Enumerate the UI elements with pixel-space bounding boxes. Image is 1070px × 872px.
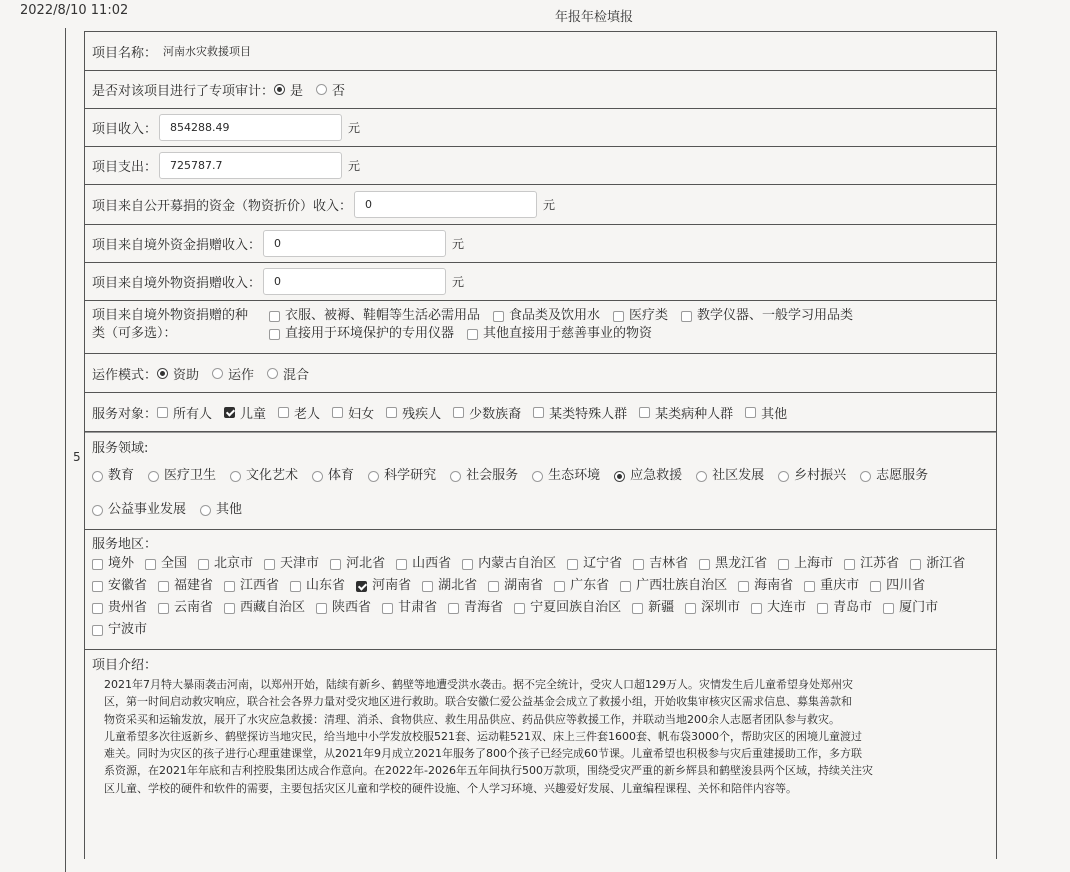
region-option[interactable]: 青岛市: [817, 597, 872, 619]
service-field-option[interactable]: 社区发展: [696, 459, 764, 493]
income-input[interactable]: 854288.49: [159, 114, 342, 141]
radio-icon[interactable]: [92, 505, 103, 516]
service-target-option[interactable]: 所有人: [157, 403, 212, 422]
region-option[interactable]: 新疆: [632, 597, 674, 619]
checkbox-icon[interactable]: [92, 625, 103, 636]
expense-label: 项目支出：: [92, 160, 158, 175]
radio-icon[interactable]: [267, 368, 278, 379]
region-option[interactable]: 江西省: [224, 575, 279, 597]
overseas-goods-label: 项目来自境外物资捐赠收入：: [92, 276, 262, 291]
checkbox-icon[interactable]: [699, 559, 710, 570]
checkbox-icon[interactable]: [269, 329, 280, 340]
checkbox-icon[interactable]: [533, 407, 544, 418]
overseas-fund-label: 项目来自境外资金捐赠收入：: [92, 238, 262, 253]
radio-icon[interactable]: [316, 84, 327, 95]
service-targets-row: [85, 392, 996, 432]
service-target-option[interactable]: 妇女: [332, 403, 374, 422]
checkbox-checked-icon[interactable]: [224, 407, 235, 418]
goods-types-label: 项目来自境外物资捐赠的种 类（可多选）：: [92, 308, 249, 341]
region-option[interactable]: 天津市: [264, 553, 319, 575]
checkbox-icon[interactable]: [198, 559, 209, 570]
operation-mode-row: [85, 353, 996, 392]
region-option[interactable]: 北京市: [198, 553, 253, 575]
checkbox-icon[interactable]: [632, 603, 643, 614]
region-option[interactable]: 内蒙古自治区: [462, 553, 556, 575]
radio-selected-icon[interactable]: [274, 84, 285, 95]
project-name-row: [85, 31, 996, 70]
intro-label: 项目介绍：: [92, 658, 158, 673]
operation-mode-option[interactable]: 运作: [212, 364, 254, 383]
checkbox-icon[interactable]: [158, 581, 169, 592]
public-fund-row: [85, 184, 996, 224]
checkbox-icon[interactable]: [883, 603, 894, 614]
project-name-label: 项目名称：: [92, 45, 158, 61]
checkbox-icon[interactable]: [92, 581, 103, 592]
service-field-option[interactable]: 应急救援: [614, 459, 682, 493]
goods-type-option[interactable]: 食品类及饮用水: [493, 307, 600, 325]
checkbox-icon[interactable]: [396, 559, 407, 570]
operation-mode-label: 运作模式：: [92, 367, 158, 383]
service-field-option[interactable]: 公益事业发展: [92, 493, 186, 527]
service-target-option[interactable]: 残疾人: [386, 403, 441, 422]
radio-icon[interactable]: [312, 471, 323, 482]
checkbox-icon[interactable]: [462, 559, 473, 570]
checkbox-icon[interactable]: [778, 559, 789, 570]
checkbox-icon[interactable]: [804, 581, 815, 592]
service-field-option[interactable]: 志愿服务: [860, 459, 928, 493]
checkbox-icon[interactable]: [554, 581, 565, 592]
income-label: 项目收入：: [92, 122, 158, 137]
service-fields-label: 服务领域:: [92, 441, 149, 456]
region-option[interactable]: 福建省: [158, 575, 213, 597]
checkbox-icon[interactable]: [514, 603, 525, 614]
region-option[interactable]: 湖北省: [422, 575, 477, 597]
checkbox-icon[interactable]: [910, 559, 921, 570]
checkbox-icon[interactable]: [620, 581, 631, 592]
radio-icon[interactable]: [860, 471, 871, 482]
region-option[interactable]: 山东省: [290, 575, 345, 597]
audit-row: [85, 70, 996, 108]
checkbox-icon[interactable]: [817, 603, 828, 614]
expense-unit: 元: [348, 159, 361, 173]
audit-option-no[interactable]: 否: [316, 80, 345, 99]
radio-icon[interactable]: [92, 471, 103, 482]
service-target-option[interactable]: 其他: [745, 403, 787, 422]
checkbox-icon[interactable]: [224, 581, 235, 592]
region-option[interactable]: 吉林省: [633, 553, 688, 575]
public-fund-label: 项目来自公开募捐的资金（物资折价）收入：: [92, 199, 353, 214]
operation-mode-option[interactable]: 混合: [267, 364, 309, 383]
intro-text: 2021年7月特大暴雨袭击河南，以郑州开始，陆续有新乡、鹤壁等地遭受洪水袭击。据不完全统计，受灾人口超129万人。灾情发生后儿童希望身处郑州灾 区，第一时间启动救灾响应，联合社会各界力量对受灾地区进行救助。联合安徽仁爱公益基金会成立了救援小组，开始收集审核灾区需求信息、募集善款和 物资采买和运输发放，展开了水灾应急救援：清理、消杀、食物供应、救生用品供应、药品供应等救援工作，并联动当地200余人志愿者团队参与救灾。 儿童希望多次往返新乡、鹤壁探访当地灾民，给当地中小学发放校服521套、运动鞋521双、床上三件套1600套、帆布袋3000个，帮助灾区的困境儿童渡过 难关。同时为灾区的孩子进行心理重建课堂，从2021年9月成立2021年服务了800个孩子已经完成60节课。儿童希望也积极参与灾后重建援助工作，多方联 系资源，在2021年年底和吉利控股集团达成合作意向。在2022年-2026年五年间执行500万款项，围绕受灾严重的新乡辉县和鹤壁浚县两个区域，持续关注灾 区儿童、学校的硬件和软件的需要，主要包括灾区儿童和学校的硬件设施、个人学习环境、兴趣爱好发展、儿童编程课程、关怀和陪伴内容等。: [104, 678, 873, 795]
checkbox-icon[interactable]: [633, 559, 644, 570]
radio-icon[interactable]: [148, 471, 159, 482]
region-option[interactable]: 广东省: [554, 575, 609, 597]
checkbox-icon[interactable]: [382, 603, 393, 614]
region-option[interactable]: 重庆市: [804, 575, 859, 597]
region-option[interactable]: 河北省: [330, 553, 385, 575]
checkbox-icon[interactable]: [157, 407, 168, 418]
service-field-option[interactable]: 科学研究: [368, 459, 436, 493]
region-option[interactable]: 青海省: [448, 597, 503, 619]
overseas-fund-row: [85, 224, 996, 262]
goods-type-option[interactable]: 直接用于环境保护的专用仪器: [269, 325, 454, 343]
checkbox-icon[interactable]: [422, 581, 433, 592]
service-fields-row: [85, 432, 996, 529]
checkbox-icon[interactable]: [751, 603, 762, 614]
region-option[interactable]: 四川省: [870, 575, 925, 597]
checkbox-icon[interactable]: [639, 407, 650, 418]
project-name-value: 河南水灾救援项目: [163, 45, 252, 58]
radio-icon[interactable]: [778, 471, 789, 482]
service-target-option[interactable]: 儿童: [224, 403, 266, 422]
region-option[interactable]: 深圳市: [685, 597, 740, 619]
service-regions-label: 服务地区：: [92, 537, 158, 552]
expense-input[interactable]: 725787.7: [159, 152, 342, 179]
radio-icon[interactable]: [200, 505, 211, 516]
goods-type-option[interactable]: 其他直接用于慈善事业的物资: [467, 325, 652, 343]
checkbox-icon[interactable]: [613, 311, 624, 322]
row-number: 5: [73, 450, 81, 464]
checkbox-icon[interactable]: [290, 581, 301, 592]
checkbox-icon[interactable]: [332, 407, 343, 418]
service-target-option[interactable]: 某类病种人群: [639, 403, 733, 422]
checkbox-icon[interactable]: [278, 407, 289, 418]
overseas-goods-row: [85, 262, 996, 300]
region-option[interactable]: 甘肃省: [382, 597, 437, 619]
region-option[interactable]: 西藏自治区: [224, 597, 305, 619]
goods-type-option[interactable]: 衣服、被褥、鞋帽等生活必需用品: [269, 307, 480, 325]
checkbox-icon[interactable]: [567, 559, 578, 570]
public-fund-input[interactable]: 0: [354, 191, 537, 218]
checkbox-checked-icon[interactable]: [356, 581, 367, 592]
overseas-goods-input[interactable]: 0: [263, 268, 446, 295]
print-date: 2022/8/10 11:02: [20, 3, 129, 18]
region-option[interactable]: 河南省: [356, 575, 411, 597]
overseas-fund-unit: 元: [452, 237, 465, 251]
checkbox-icon[interactable]: [685, 603, 696, 614]
region-option[interactable]: 上海市: [778, 553, 833, 575]
service-fields-options: [92, 459, 987, 527]
checkbox-icon[interactable]: [158, 603, 169, 614]
service-field-option[interactable]: 教育: [92, 459, 134, 493]
checkbox-icon[interactable]: [92, 603, 103, 614]
radio-icon[interactable]: [696, 471, 707, 482]
checkbox-icon[interactable]: [269, 311, 280, 322]
overseas-fund-input[interactable]: 0: [263, 230, 446, 257]
income-unit: 元: [348, 121, 361, 135]
service-field-option[interactable]: 生态环境: [532, 459, 600, 493]
checkbox-icon[interactable]: [224, 603, 235, 614]
region-option[interactable]: 浙江省: [910, 553, 965, 575]
checkbox-icon[interactable]: [316, 603, 327, 614]
income-row: [85, 108, 996, 146]
service-field-option[interactable]: 社会服务: [450, 459, 518, 493]
goods-type-option[interactable]: 教学仪器、一般学习用品类: [681, 307, 853, 325]
intro-row: [85, 649, 996, 859]
checkbox-icon[interactable]: [467, 329, 478, 340]
checkbox-icon[interactable]: [453, 407, 464, 418]
checkbox-icon[interactable]: [493, 311, 504, 322]
radio-selected-icon[interactable]: [157, 368, 168, 379]
radio-icon[interactable]: [450, 471, 461, 482]
checkbox-icon[interactable]: [386, 407, 397, 418]
checkbox-icon[interactable]: [870, 581, 881, 592]
audit-option-yes[interactable]: 是: [274, 80, 303, 99]
service-targets-label: 服务对象：: [92, 406, 158, 422]
radio-icon[interactable]: [212, 368, 223, 379]
expense-row: [85, 146, 996, 184]
audit-label: 是否对该项目进行了专项审计：: [92, 84, 275, 99]
checkbox-icon[interactable]: [844, 559, 855, 570]
checkbox-icon[interactable]: [738, 581, 749, 592]
region-option[interactable]: 安徽省: [92, 575, 147, 597]
checkbox-icon[interactable]: [330, 559, 341, 570]
service-target-option[interactable]: 少数族裔: [453, 403, 521, 422]
service-target-option[interactable]: 某类特殊人群: [533, 403, 627, 422]
region-option[interactable]: 山西省: [396, 553, 451, 575]
public-fund-unit: 元: [543, 198, 556, 212]
service-field-option[interactable]: 体育: [312, 459, 354, 493]
region-option[interactable]: 贵州省: [92, 597, 147, 619]
checkbox-icon[interactable]: [145, 559, 156, 570]
region-option[interactable]: 全国: [145, 553, 187, 575]
service-field-option[interactable]: 医疗卫生: [148, 459, 216, 493]
region-option[interactable]: 宁波市: [92, 619, 147, 641]
goods-types-row: [85, 300, 996, 353]
service-target-option[interactable]: 老人: [278, 403, 320, 422]
checkbox-icon[interactable]: [745, 407, 756, 418]
checkbox-icon[interactable]: [92, 559, 103, 570]
service-regions-options: [92, 553, 987, 641]
service-field-option[interactable]: 乡村振兴: [778, 459, 846, 493]
checkbox-icon[interactable]: [448, 603, 459, 614]
region-option[interactable]: 广西壮族自治区: [620, 575, 727, 597]
region-option[interactable]: 云南省: [158, 597, 213, 619]
region-option[interactable]: 海南省: [738, 575, 793, 597]
operation-mode-option[interactable]: 资助: [157, 364, 199, 383]
radio-icon[interactable]: [368, 471, 379, 482]
goods-type-option[interactable]: 医疗类: [613, 307, 668, 325]
service-field-option[interactable]: 文化艺术: [230, 459, 298, 493]
page-title: 年报年检填报: [555, 10, 634, 25]
margin-line: [65, 28, 66, 872]
annual-report-form: [84, 31, 997, 859]
region-option[interactable]: 辽宁省: [567, 553, 622, 575]
region-option[interactable]: 黑龙江省: [699, 553, 767, 575]
region-option[interactable]: 江苏省: [844, 553, 899, 575]
radio-icon[interactable]: [230, 471, 241, 482]
region-option[interactable]: 厦门市: [883, 597, 938, 619]
checkbox-icon[interactable]: [681, 311, 692, 322]
checkbox-icon[interactable]: [264, 559, 275, 570]
region-option[interactable]: 境外: [92, 553, 134, 575]
goods-types-options: [269, 307, 853, 343]
service-regions-row: [85, 529, 996, 649]
region-option[interactable]: 陕西省: [316, 597, 371, 619]
radio-icon[interactable]: [532, 471, 543, 482]
region-option[interactable]: 宁夏回族自治区: [514, 597, 621, 619]
overseas-goods-unit: 元: [452, 275, 465, 289]
region-option[interactable]: 湖南省: [488, 575, 543, 597]
checkbox-icon[interactable]: [488, 581, 499, 592]
radio-selected-icon[interactable]: [614, 471, 625, 482]
service-field-option[interactable]: 其他: [200, 493, 242, 527]
region-option[interactable]: 大连市: [751, 597, 806, 619]
